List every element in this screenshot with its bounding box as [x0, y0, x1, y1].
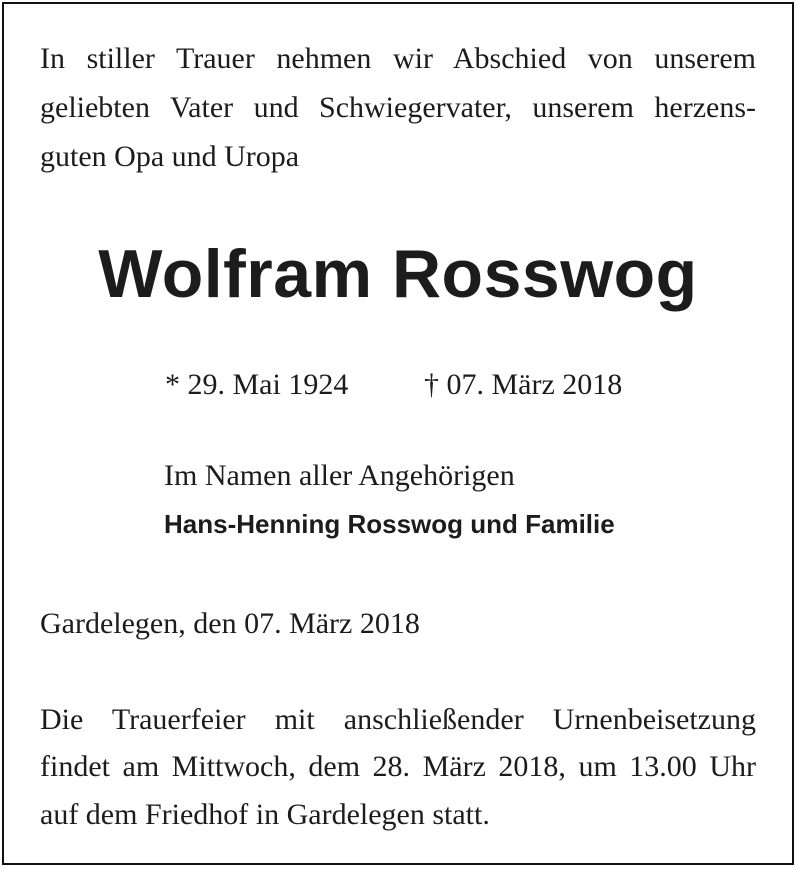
- intro-line-2: geliebten Vater und Schwiegervater, unserem herzens-: [40, 91, 756, 124]
- intro-line-3: guten Opa und Uropa: [40, 140, 300, 173]
- funeral-line-3: auf dem Friedhof in Gardelegen statt.: [40, 798, 490, 831]
- signature-line-1: Im Namen aller Angehörigen: [164, 459, 515, 492]
- signature-line-2: Hans-Henning Rosswog und Familie: [164, 509, 615, 539]
- deceased-name: Wolfram Rosswog: [98, 236, 698, 312]
- funeral-line-1: Die Trauerfeier mit anschließender Urnenbeisetzung: [40, 703, 756, 736]
- obituary-notice: [2, 2, 794, 865]
- intro-line-1: In stiller Trauer nehmen wir Abschied von unserem: [40, 42, 756, 75]
- birth-date: * 29. Mai 1924: [165, 368, 349, 401]
- death-date: † 07. März 2018: [424, 368, 623, 401]
- place-date: Gardelegen, den 07. März 2018: [40, 607, 420, 640]
- funeral-line-2: findet am Mittwoch, dem 28. März 2018, um 13.00 Uhr: [40, 750, 756, 783]
